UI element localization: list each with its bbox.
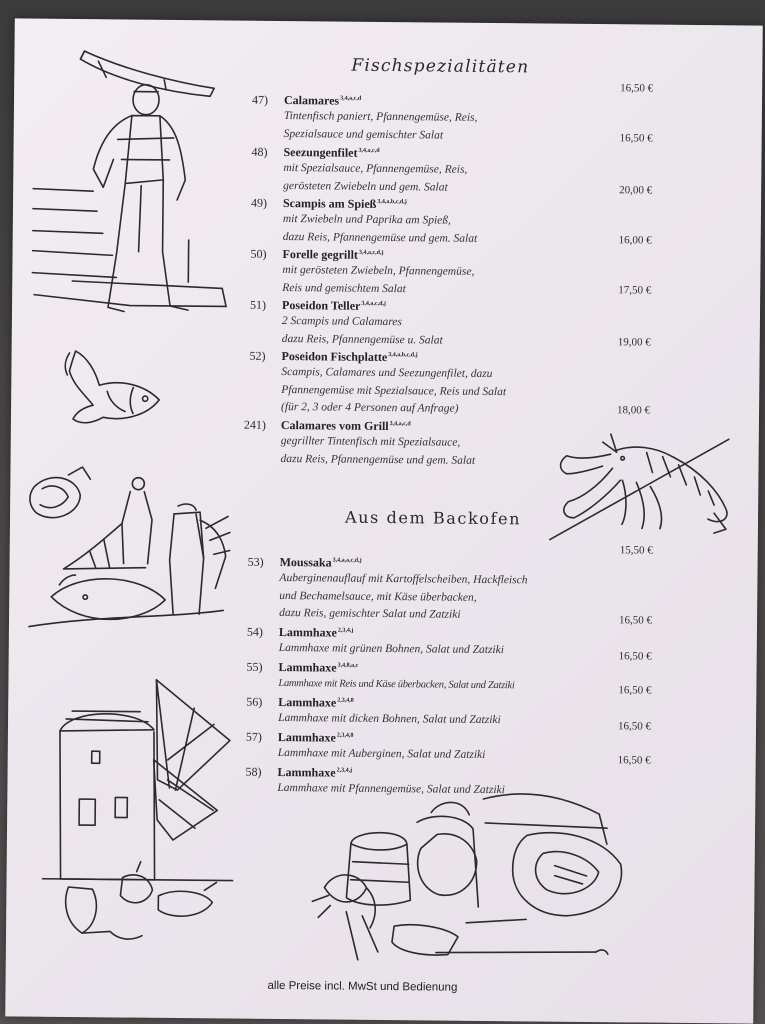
- item-price: 18,00 €: [617, 404, 651, 417]
- allergen-codes: 3,4,a,c,d: [340, 95, 362, 102]
- item-number: 53): [247, 554, 264, 569]
- allergen-codes: 3,4,a,c,d,j: [361, 300, 386, 308]
- item-number: 47): [251, 92, 269, 107]
- item-description: Tintenfisch paniert, Pfannengemüse, Reis, Spezialsauce und gemischter Salat: [283, 110, 478, 142]
- item-description: Lammhaxe mit grünen Bohnen, Salat und Zatziki: [278, 641, 505, 657]
- item-name: Moussaka$^{3,4,a,a,c,d,j}$: [279, 555, 362, 570]
- lobster-illustration: [550, 434, 729, 542]
- item-name: Lammhaxe$^{2,3,4,j}$: [278, 624, 354, 640]
- allergen-codes: 3,4,a,b,c,d,j: [377, 198, 407, 206]
- item-number: 57): [245, 729, 262, 744]
- item-price: 17,50 €: [618, 284, 652, 297]
- item-description: gegrillter Tintenfisch mit Spezialsauce, dazu Reis, Pfannengemüse und gem. Salat: [280, 435, 476, 467]
- item-price: 20,00 €: [619, 184, 653, 197]
- food-still-life-illustration: [312, 792, 622, 962]
- item-name: Lammhaxe$^{2,3,4,8}$: [278, 694, 354, 710]
- fisherman-with-boat-illustration: [32, 51, 228, 313]
- item-price: 16,50 €: [617, 720, 652, 733]
- allergen-codes: 2,3,4,j: [336, 767, 353, 774]
- item-price: 16,50 €: [619, 132, 653, 145]
- item-price: 16,50 €: [618, 684, 652, 697]
- item-number: 58): [245, 764, 262, 779]
- item-description: mit Spezialsauce, Pfannengemüse, Reis, gerösteten Zwiebeln und gem. Salat: [283, 162, 468, 194]
- item-name: Poseidon Fischplatte$^{3,4,a,b,c,d,j}$: [281, 349, 418, 365]
- fish-illustration: [65, 351, 160, 424]
- item-name: Forelle gegrillt$^{3,4,a,c,d,j}$: [282, 247, 384, 262]
- item-name: Calamares vom Grill$^{3,4,a,c,d}$: [280, 418, 411, 434]
- item-name: Poseidon Teller$^{3,4,a,c,d,j}$: [282, 298, 386, 313]
- item-number: 241): [243, 417, 266, 432]
- item-name: Scampis am Spieß$^{3,4,a,b,c,d,j}$: [282, 196, 407, 211]
- item-description: Lammhaxe mit dicken Bohnen, Salat und Zatziki: [278, 711, 501, 727]
- allergen-codes: 3,4,a,c,d,j: [358, 249, 384, 256]
- allergen-codes: 3,4,8,a,c: [337, 662, 359, 669]
- allergen-codes: 2,3,4,8: [336, 732, 354, 739]
- item-price: 16,50 €: [619, 614, 653, 627]
- item-name: Lammhaxe$^{2,3,4,j}$: [277, 764, 353, 780]
- item-number: 49): [250, 195, 268, 210]
- item-price: 15,50 €: [619, 544, 653, 557]
- item-name: Lammhaxe$^{3,4,8,a,c}$: [278, 659, 359, 675]
- item-number: 54): [246, 624, 263, 639]
- section-title-oven: Aus dem Backofen: [344, 507, 522, 529]
- item-price: 19,00 €: [617, 336, 651, 349]
- item-price: 16,00 €: [618, 234, 652, 247]
- item-price: 16,50 €: [620, 82, 654, 95]
- allergen-codes: 3,4,a,c,d: [389, 421, 411, 428]
- item-name: Calamares$^{3,4,a,c,d}$: [283, 93, 362, 108]
- item-description: mit gerösteten Zwiebeln, Pfannengemüse, Reis und gemischtem Salat: [282, 264, 475, 295]
- allergen-codes: 3,4,a,b,c,d,j: [388, 352, 418, 359]
- item-number: 56): [246, 694, 263, 709]
- allergen-codes: 2,3,4,8: [337, 697, 354, 704]
- item-number: 52): [249, 348, 266, 363]
- item-description: Lammhaxe mit Auberginen, Salat und Zatziki: [277, 746, 486, 761]
- item-number: 51): [250, 297, 267, 312]
- footer-note: alle Preise incl. MwSt und Bedienung: [267, 979, 458, 994]
- item-price: 16,50 €: [617, 754, 651, 767]
- item-description: Auberginenauflauf mit Kartoffelscheiben, Hackfleisch und Bechamelsauce, mit Käse überbacken, dazu Reis, gemischter Salat und Zatziki: [279, 571, 528, 621]
- allergen-codes: 3,4,a,c,d: [358, 147, 380, 154]
- item-description: Lammhaxe mit Reis und Käse überbacken, Salat und Zatziki: [278, 677, 515, 692]
- item-description: mit Zwiebeln und Paprika am Spieß, dazu Reis, Pfannengemüse und gem. Salat: [282, 213, 478, 245]
- windmill-illustration: [42, 679, 234, 940]
- item-name: Lammhaxe$^{2,3,4,8}$: [277, 729, 354, 745]
- item-description: Lammhaxe mit Pfannengemüse, Salat und Zatziki: [277, 781, 505, 797]
- item-number: 55): [246, 659, 263, 674]
- item-description: Scampis, Calamares und Seezungenfilet, dazu Pfannengemüse mit Spezialsauce, Reis und Salat (für 2, 3 oder 4 Personen auf Anfrage): [281, 366, 507, 415]
- item-description: 2 Scampis und Calamares dazu Reis, Pfannengemüse u. Salat: [281, 315, 443, 347]
- item-number: 50): [250, 246, 267, 261]
- allergen-codes: 2,3,4,j: [337, 627, 354, 634]
- menu-page: [5, 18, 763, 1023]
- fishermen-with-nets-illustration: [29, 467, 231, 629]
- section-title-fish: Fischspezialitäten: [351, 55, 530, 78]
- item-number: 48): [251, 144, 268, 159]
- item-name: Seezungenfilet$^{3,4,a,c,d}$: [283, 145, 380, 160]
- item-price: 16,50 €: [618, 650, 652, 663]
- allergen-codes: 3,4,a,a,c,d,j: [332, 557, 362, 564]
